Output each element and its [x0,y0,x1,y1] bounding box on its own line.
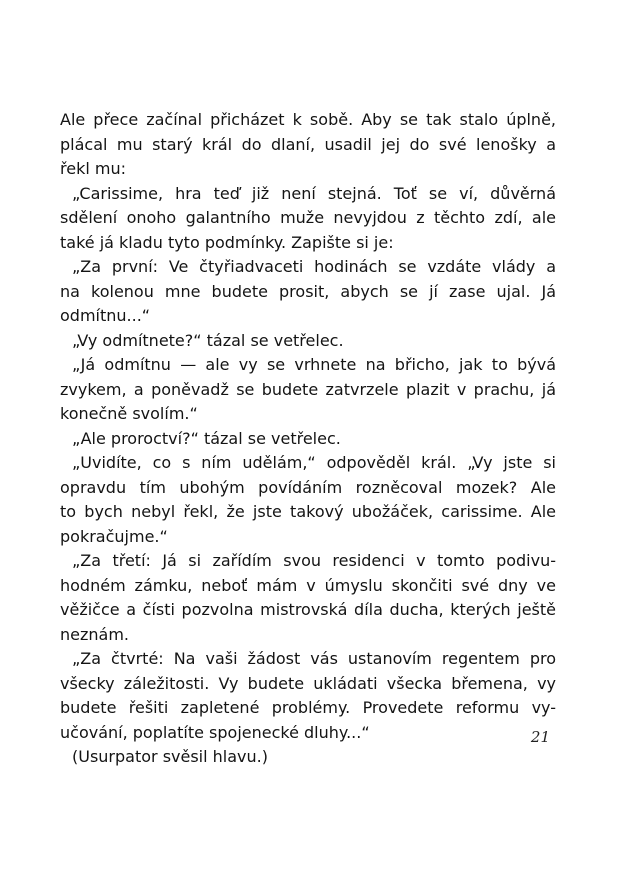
text-line: opravdu tím ubohým povídáním rozněcoval mozek? Ale [60,477,556,497]
text-line: „Já odmítnu — ale vy se vrhnete na břicho, jak to bývá [72,355,556,374]
text-line: Ale přece začínal přicházet k sobě. Aby se tak stalo úplně, [60,110,556,129]
paragraph [60,451,556,549]
text-line: „Za první: Ve čtyřiadvaceti hodinách se vzdáte vlády a [72,257,556,276]
paragraph [60,353,556,427]
text-line: sdělení onoho galantního muže nevyjdou z těchto zdí, ale [60,208,556,227]
text-line: (Usurpator svěsil hlavu.) [72,747,268,766]
paragraph [60,255,556,329]
text-line: také já kladu tyto podmínky. Zapište si je: [60,232,394,252]
text-line: konečně svolím.“ [60,404,198,423]
text-line: plácal mu starý král do dlaní, usadil jej do své lenošky a [60,134,556,154]
paragraph [60,549,556,647]
text-line: věžičce a čísti pozvolna mistrovská díla ducha, kterých ještě [60,600,556,619]
paragraph [60,329,556,354]
paragraph [60,427,556,452]
text-line: „Vy odmítnete?“ tázal se vetřelec. [72,330,344,350]
text-line: „Uvidíte, co s ním udělám,“ odpověděl král. „Vy jste si [72,453,556,472]
text-line: to bych nebyl řekl, že jste takový ubožáček, carissime. Ale [60,502,556,521]
paragraph [60,745,556,770]
paragraph [60,182,556,256]
text-line: hodném zámku, neboť mám v úmyslu skončiti své dny ve [60,575,556,595]
text-line: učování, poplatíte spojenecké dluhy...“ [60,722,370,742]
text-line: odmítnu...“ [60,306,151,325]
text-line: všecky záležitosti. Vy budete ukládati všecka břemena, vy [60,673,556,693]
body-text [60,108,556,770]
paragraph [60,647,556,745]
text-line: na kolenou mne budete prosit, abych se jí zase ujal. Já [60,281,556,301]
text-line: budete řešiti zapletené problémy. Provedete reformu vy- [60,698,556,717]
text-line: „Za třetí: Já si zařídím svou residenci v tomto podivu- [72,551,556,570]
text-line: „Carissime, hra teď již není stejná. Toť se ví, důvěrná [72,183,556,203]
text-line: „Za čtvrté: Na vaši žádost vás ustanovím regentem pro [72,649,556,668]
text-line: zvykem, a poněvadž se budete zatvrzele plazit v prachu, já [60,379,556,399]
paragraph [60,108,556,182]
text-line: neznám. [60,624,129,644]
text-line: řekl mu: [60,159,126,178]
text-line: pokračujme.“ [60,526,168,546]
text-line: „Ale proroctví?“ tázal se vetřelec. [72,428,341,448]
page-number: 21 [530,728,550,746]
